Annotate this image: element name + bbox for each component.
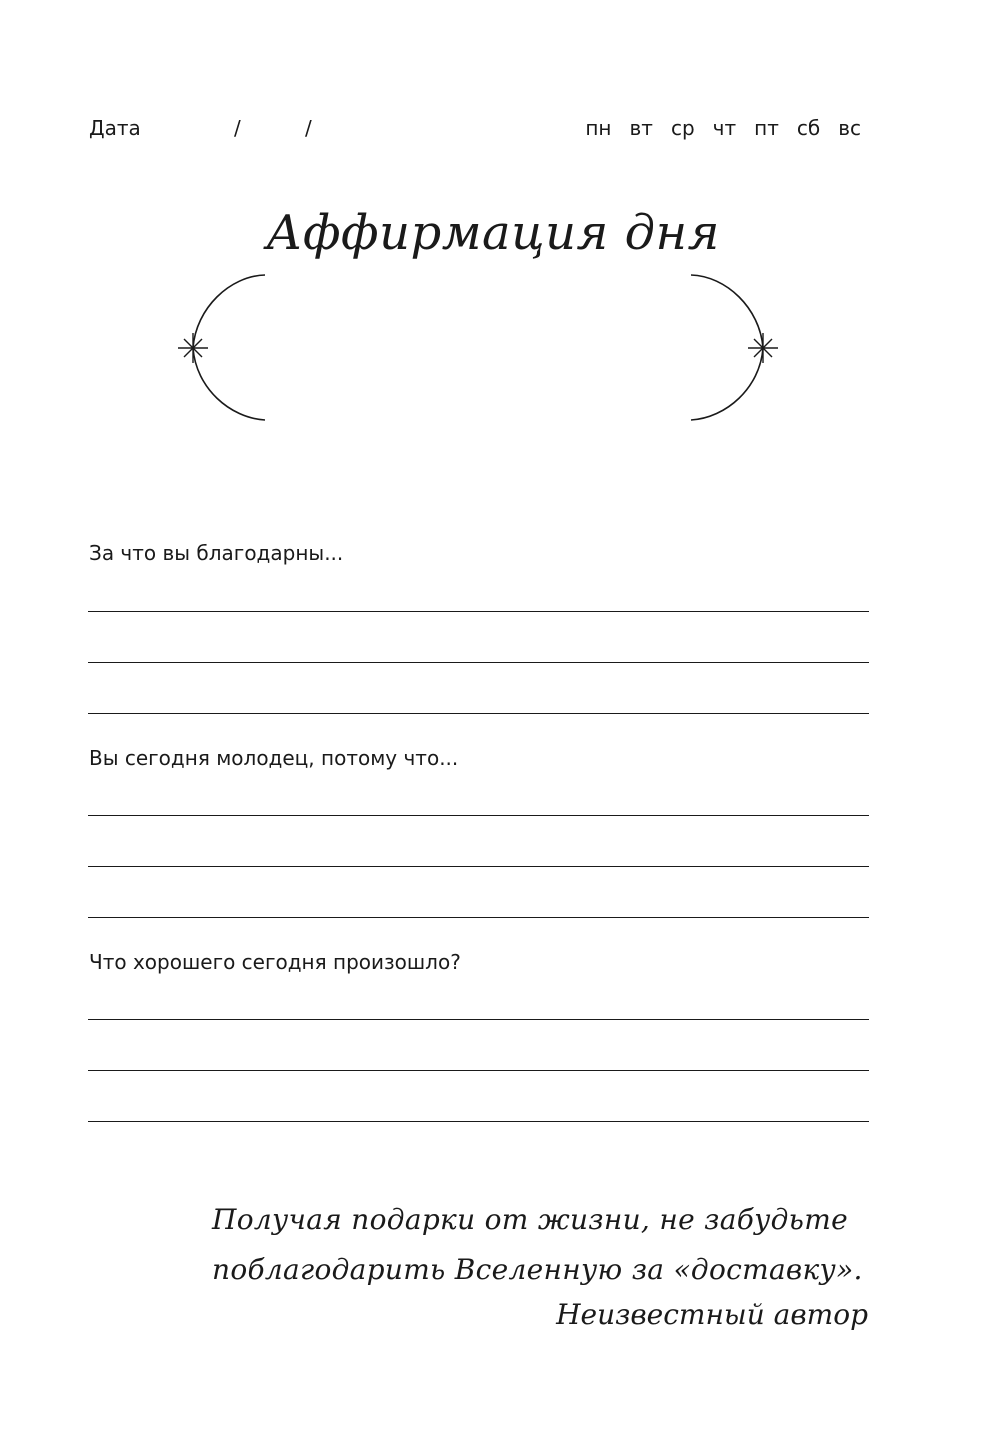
quote-author: Неизвестный автор <box>556 1298 868 1331</box>
quote <box>212 1195 863 1295</box>
well-done-label: Вы сегодня молодец, потому что... <box>89 746 459 770</box>
good-things-line-1[interactable] <box>88 1019 869 1020</box>
weekday-thu[interactable]: чт <box>712 116 737 140</box>
date-separator-2[interactable]: / <box>305 116 312 140</box>
good-things-label: Что хорошего сегодня произошло? <box>89 950 461 974</box>
quote-line-1: Получая подарки от жизни, не забудьте <box>212 1203 848 1236</box>
well-done-line-1[interactable] <box>88 815 869 816</box>
weekday-tue[interactable]: вт <box>629 116 653 140</box>
weekday-sat[interactable]: сб <box>796 116 821 140</box>
weekday-fri[interactable]: пт <box>754 116 779 140</box>
weekday-wed[interactable]: ср <box>670 116 695 140</box>
date-label: Дата <box>89 116 141 140</box>
gratitude-line-1[interactable] <box>88 611 869 612</box>
well-done-line-2[interactable] <box>88 866 869 867</box>
good-things-line-2[interactable] <box>88 1070 869 1071</box>
good-things-line-3[interactable] <box>88 1121 869 1122</box>
affirmation-frame[interactable] <box>0 260 986 440</box>
well-done-line-3[interactable] <box>88 917 869 918</box>
gratitude-line-3[interactable] <box>88 713 869 714</box>
right-star-icon <box>748 333 778 363</box>
date-row <box>89 112 869 146</box>
weekday-mon[interactable]: пн <box>585 116 612 140</box>
gratitude-line-2[interactable] <box>88 662 869 663</box>
gratitude-label: За что вы благодарны... <box>89 541 344 565</box>
date-separator-1[interactable]: / <box>234 116 241 140</box>
affirmation-title: Аффирмация дня <box>266 205 720 261</box>
quote-line-2: поблагодарить Вселенную за «доставку». <box>212 1253 863 1286</box>
weekday-selector <box>585 116 861 140</box>
left-star-icon <box>178 333 208 363</box>
weekday-sun[interactable]: вс <box>838 116 861 140</box>
